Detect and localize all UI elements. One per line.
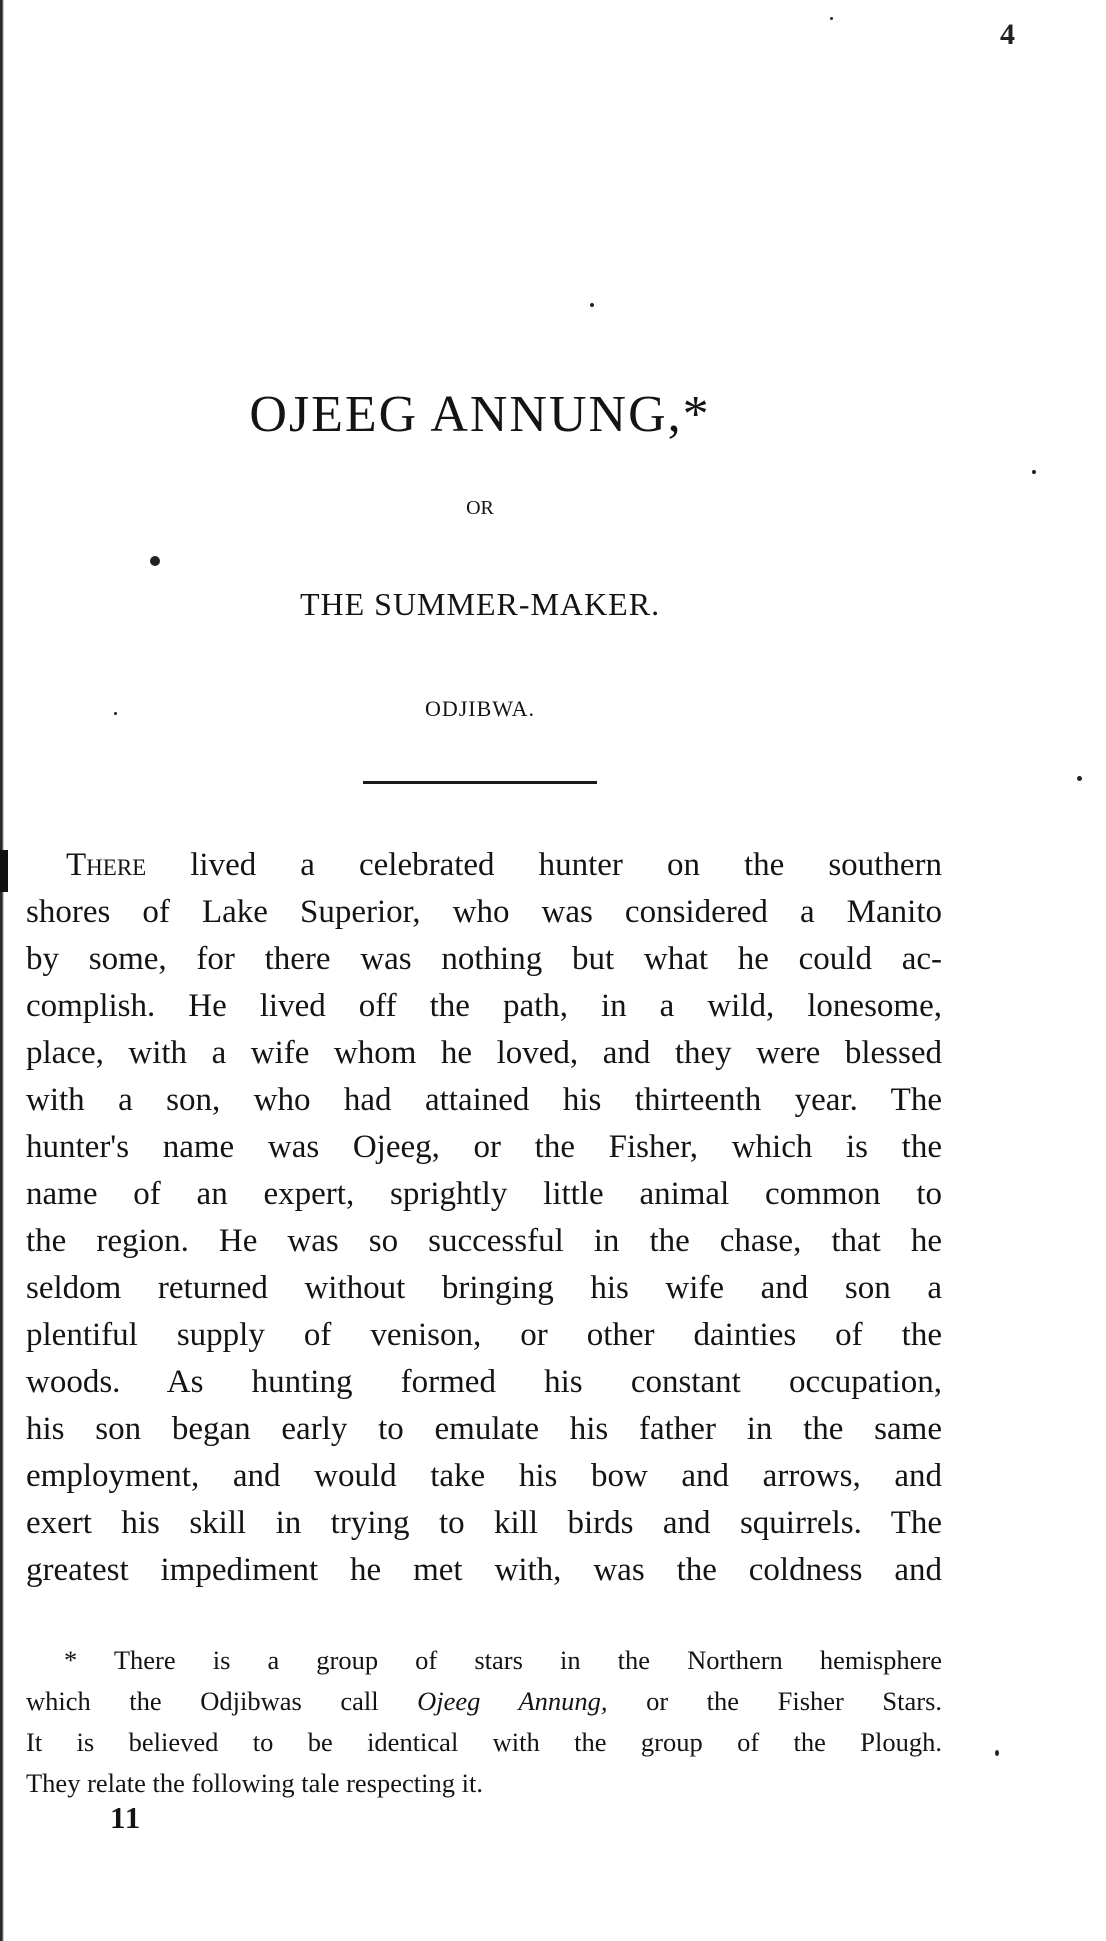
body-line: shores of Lake Superior, who was considered a Manito bbox=[26, 894, 942, 930]
ink-speck bbox=[1032, 470, 1036, 474]
chapter-title: OJEEG ANNUNG,* bbox=[249, 386, 711, 443]
body-line: greatest impediment he met with, was the coldness and bbox=[26, 1552, 942, 1588]
body-line: plentiful supply of venison, or other dainties of the bbox=[26, 1317, 942, 1353]
body-line: employment, and would take his bow and arrows, and bbox=[26, 1458, 942, 1494]
footnote bbox=[26, 1640, 942, 1804]
title-conjunction: OR bbox=[466, 497, 494, 519]
body-line: woods. As hunting formed his constant occupation, bbox=[26, 1364, 942, 1400]
footnote-text: which the Odjibwas call bbox=[26, 1686, 418, 1716]
footnote-text: or the Fisher Stars. bbox=[607, 1686, 943, 1716]
page-number: 11 bbox=[110, 1800, 142, 1835]
body-line: name of an expert, sprightly little animal common to bbox=[26, 1176, 942, 1212]
lead-word: There bbox=[66, 847, 147, 883]
body-line: exert his skill in trying to kill birds and squirrels. The bbox=[26, 1505, 942, 1541]
footnote-line bbox=[26, 1681, 942, 1722]
body-line: by some, for there was nothing but what he could ac- bbox=[26, 941, 942, 977]
footnote-line: It is believed to be identical with the group of the Plough. bbox=[26, 1727, 942, 1757]
corner-mark: 4 bbox=[1000, 18, 1015, 51]
body-paragraph bbox=[26, 842, 942, 1594]
body-line: hunter's name was Ojeeg, or the Fisher, which is the bbox=[26, 1129, 942, 1165]
body-line: seldom returned without bringing his wife and son a bbox=[26, 1270, 942, 1306]
footnote-line: They relate the following tale respecting it. bbox=[26, 1768, 483, 1798]
footnote-line: * There is a group of stars in the Northern hemisphere bbox=[64, 1645, 942, 1675]
body-line bbox=[26, 842, 942, 889]
book-spine-edge bbox=[0, 0, 12, 1941]
title-divider bbox=[363, 781, 597, 784]
ink-speck bbox=[1077, 776, 1082, 781]
ink-speck bbox=[150, 556, 160, 566]
body-line: complish. He lived off the path, in a wild, lonesome, bbox=[26, 988, 942, 1024]
body-line: with a son, who had attained his thirteenth year. The bbox=[26, 1082, 942, 1118]
first-line-text: lived a celebrated hunter on the southern bbox=[146, 847, 942, 883]
body-line: his son began early to emulate his father in the same bbox=[26, 1411, 942, 1447]
chapter-subtitle: THE SUMMER-MAKER. bbox=[299, 586, 661, 622]
body-line: the region. He was so successful in the chase, that he bbox=[26, 1223, 942, 1259]
ink-speck bbox=[590, 303, 594, 307]
binding-mark bbox=[0, 850, 8, 892]
tribe-label: ODJIBWA. bbox=[424, 696, 536, 721]
ink-speck bbox=[995, 1750, 999, 1756]
body-line: place, with a wife whom he loved, and they were blessed bbox=[26, 1035, 942, 1071]
ink-speck bbox=[830, 17, 833, 20]
footnote-italic-term: Ojeeg Annung, bbox=[417, 1686, 608, 1716]
